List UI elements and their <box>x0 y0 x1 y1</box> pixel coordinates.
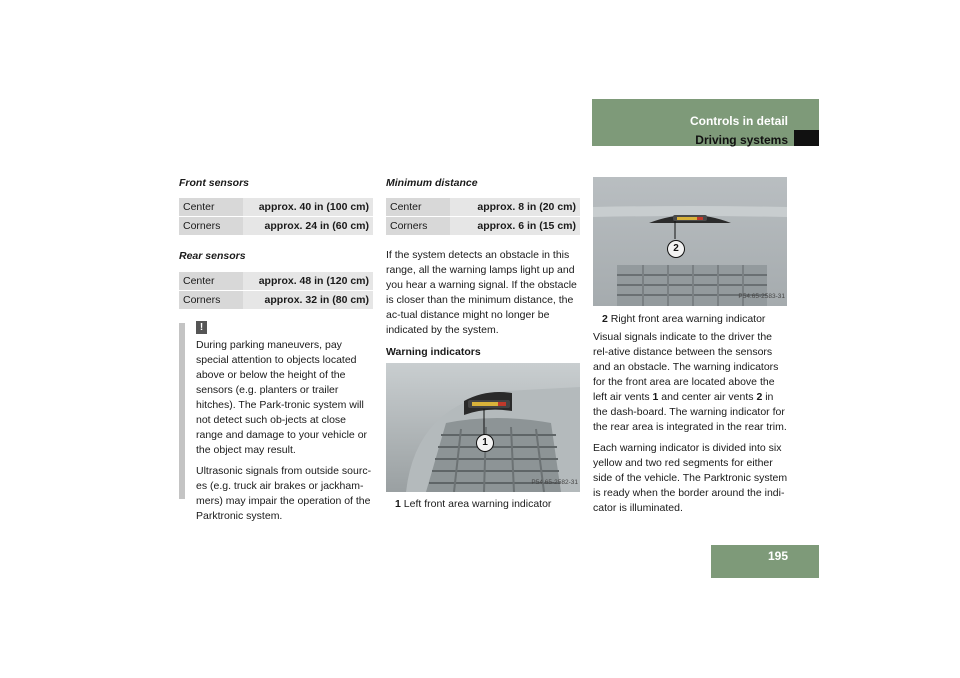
row-label: Corners <box>179 217 243 236</box>
dashboard-vent-illustration <box>386 363 580 492</box>
front-sensors-heading: Front sensors <box>179 177 250 189</box>
caption-number: 2 <box>602 313 608 325</box>
warning-indicators-heading: Warning indicators <box>386 346 481 358</box>
right-column-text <box>593 330 789 522</box>
page-number-box <box>711 545 819 578</box>
rear-sensors-table <box>179 272 373 309</box>
warning-icon: ! <box>196 321 207 334</box>
dashboard-center-illustration <box>593 177 787 306</box>
minimum-distance-paragraph: If the system detects an obstacle in this range, all the warning lamps light up and you hear a warning signal. If the obstacle is closer than the minimum distance, the ac-tual distance might no longer be indicated by the system. <box>386 249 577 336</box>
table-row <box>386 217 580 236</box>
left-photo-caption <box>395 497 551 512</box>
row-label: Center <box>386 198 450 217</box>
caption-number: 1 <box>395 498 401 510</box>
note-paragraph: During parking maneuvers, pay special attention to objects located above or below the height of the sensors (e.g. planters or trailer hitches). The Park-tronic system will not detect such ob-jects at close range and damage to your vehicle or the object may result. <box>196 339 368 456</box>
left-indicator-photo <box>386 363 580 492</box>
note-paragraph: Ultrasonic signals from outside sourc-es (e.g. truck air brakes or jackham-mers) may impair the operation of the Parktronic system. <box>196 465 372 522</box>
page-number: 195 <box>767 549 788 563</box>
row-value: approx. 8 in (20 cm) <box>450 198 580 217</box>
row-label: Center <box>179 198 243 217</box>
paragraph-text: Visual signals indicate to the driver the rel-ative distance between the sensors and an obstacle. The warning indicators for the front area are located above the left air vents <box>593 331 779 403</box>
subsection-title: Driving systems <box>695 133 788 147</box>
note-text <box>196 338 374 530</box>
caption-text: Right front area warning indicator <box>610 313 766 325</box>
section-title: Controls in detail <box>689 114 788 128</box>
table-row <box>179 217 373 236</box>
minimum-distance-text <box>386 248 582 344</box>
reference-number: 2 <box>756 391 763 403</box>
paragraph-text: in the dash-board. The warning indicator for the rear area is integrated in the rear trim. <box>593 391 787 433</box>
minimum-distance-table <box>386 198 580 235</box>
right-photo-caption <box>602 312 765 327</box>
paragraph-text: and center air vents <box>658 391 757 403</box>
photo-code: P54.65-2583-31 <box>738 293 785 300</box>
front-sensors-table <box>179 198 373 235</box>
photo-code: P54.65-2582-31 <box>531 479 578 486</box>
table-row <box>386 198 580 217</box>
row-value: approx. 32 in (80 cm) <box>243 291 373 310</box>
table-row <box>179 291 373 310</box>
table-row <box>179 272 373 291</box>
minimum-distance-heading: Minimum distance <box>386 177 478 189</box>
caption-text: Left front area warning indicator <box>403 498 552 510</box>
note-bar <box>179 323 185 499</box>
row-value: approx. 40 in (100 cm) <box>243 198 373 217</box>
reference-number: 1 <box>652 391 659 403</box>
row-label: Corners <box>179 291 243 310</box>
row-value: approx. 24 in (60 cm) <box>243 217 373 236</box>
right-indicator-photo <box>593 177 787 306</box>
callout-1: 1 <box>476 434 494 452</box>
rear-sensors-heading: Rear sensors <box>179 250 246 262</box>
row-value: approx. 48 in (120 cm) <box>243 272 373 291</box>
row-label: Corners <box>386 217 450 236</box>
header-marker <box>794 130 819 146</box>
row-label: Center <box>179 272 243 291</box>
visual-signals-paragraph <box>593 330 789 435</box>
table-row <box>179 198 373 217</box>
row-value: approx. 6 in (15 cm) <box>450 217 580 236</box>
segments-paragraph: Each warning indicator is divided into six yellow and two red segments for either side of the vehicle. The Parktronic system is ready when the border around the indi-cator is illuminated. <box>593 442 788 514</box>
callout-2: 2 <box>667 240 685 258</box>
